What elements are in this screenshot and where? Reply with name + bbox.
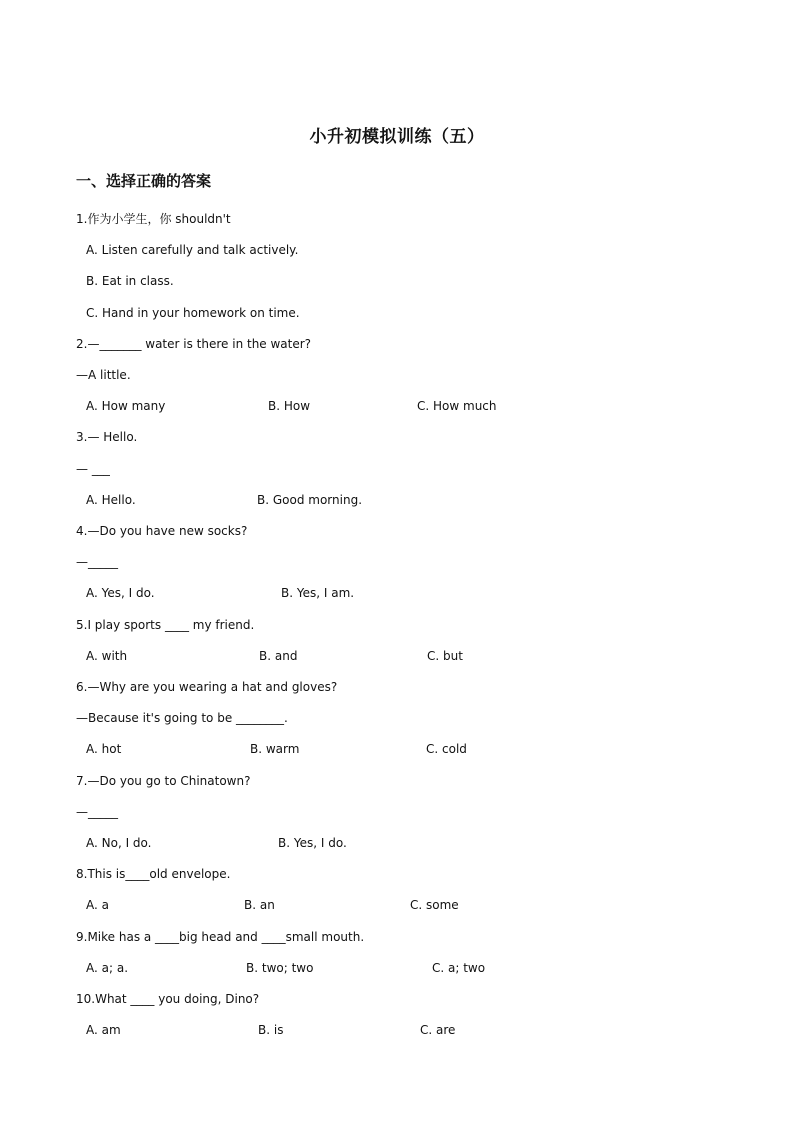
question-8-option-a: A. a bbox=[86, 898, 109, 912]
question-9-stem: 9.Mike has a ____big head and ____small mouth. bbox=[76, 930, 365, 944]
question-1-stem: 1.作为小学生，你 shouldn't bbox=[76, 212, 231, 226]
question-6-stem: 6.—Why are you wearing a hat and gloves? bbox=[76, 680, 338, 694]
question-6-option-c: C. cold bbox=[426, 742, 467, 756]
question-10-stem: 10.What ____ you doing, Dino? bbox=[76, 992, 260, 1006]
question-8-option-b: B. an bbox=[244, 898, 275, 912]
question-5-stem: 5.I play sports ____ my friend. bbox=[76, 618, 255, 632]
question-2-stem-line-2: —A little. bbox=[76, 368, 131, 382]
question-1-option-c: C. Hand in your homework on time. bbox=[86, 306, 300, 320]
question-3-stem: 3.— Hello. bbox=[76, 430, 138, 444]
question-5-option-c: C. but bbox=[427, 649, 463, 663]
question-5-option-b: B. and bbox=[259, 649, 298, 663]
question-4-stem: 4.—Do you have new socks? bbox=[76, 524, 248, 538]
question-9-option-b: B. two; two bbox=[246, 961, 314, 975]
page-title: 小升初模拟训练（五） bbox=[309, 127, 485, 147]
question-10-option-c: C. are bbox=[420, 1023, 456, 1037]
question-9-option-a: A. a; a. bbox=[86, 961, 129, 975]
question-5-option-a: A. with bbox=[86, 649, 128, 663]
question-3-option-a: A. Hello. bbox=[86, 493, 136, 507]
question-6-option-a: A. hot bbox=[86, 742, 122, 756]
question-2-option-c: C. How much bbox=[417, 399, 497, 413]
question-7-stem: 7.—Do you go to Chinatown? bbox=[76, 774, 251, 788]
question-3-stem-line-2: — ___ bbox=[76, 462, 110, 476]
question-4-option-a: A. Yes, I do. bbox=[86, 586, 155, 600]
question-1-option-a: A. Listen carefully and talk actively. bbox=[86, 243, 299, 257]
question-9-option-c: C. a; two bbox=[432, 961, 486, 975]
question-7-stem-line-2: —_____ bbox=[76, 805, 118, 819]
question-6-option-b: B. warm bbox=[250, 742, 300, 756]
question-10-option-b: B. is bbox=[258, 1023, 284, 1037]
question-2-option-a: A. How many bbox=[86, 399, 166, 413]
question-8-stem: 8.This is____old envelope. bbox=[76, 867, 231, 881]
question-6-stem-line-2: —Because it's going to be ________. bbox=[76, 711, 288, 725]
question-1-option-b: B. Eat in class. bbox=[86, 274, 174, 288]
question-4-option-b: B. Yes, I am. bbox=[281, 586, 355, 600]
question-7-option-b: B. Yes, I do. bbox=[278, 836, 347, 850]
question-3-option-b: B. Good morning. bbox=[257, 493, 363, 507]
question-7-option-a: A. No, I do. bbox=[86, 836, 152, 850]
question-2-stem: 2.—_______ water is there in the water? bbox=[76, 337, 312, 351]
question-4-stem-line-2: —_____ bbox=[76, 555, 118, 569]
section-heading: 一、选择正确的答案 bbox=[76, 172, 212, 190]
question-2-option-b: B. How bbox=[268, 399, 311, 413]
question-8-option-c: C. some bbox=[410, 898, 459, 912]
question-10-option-a: A. am bbox=[86, 1023, 121, 1037]
